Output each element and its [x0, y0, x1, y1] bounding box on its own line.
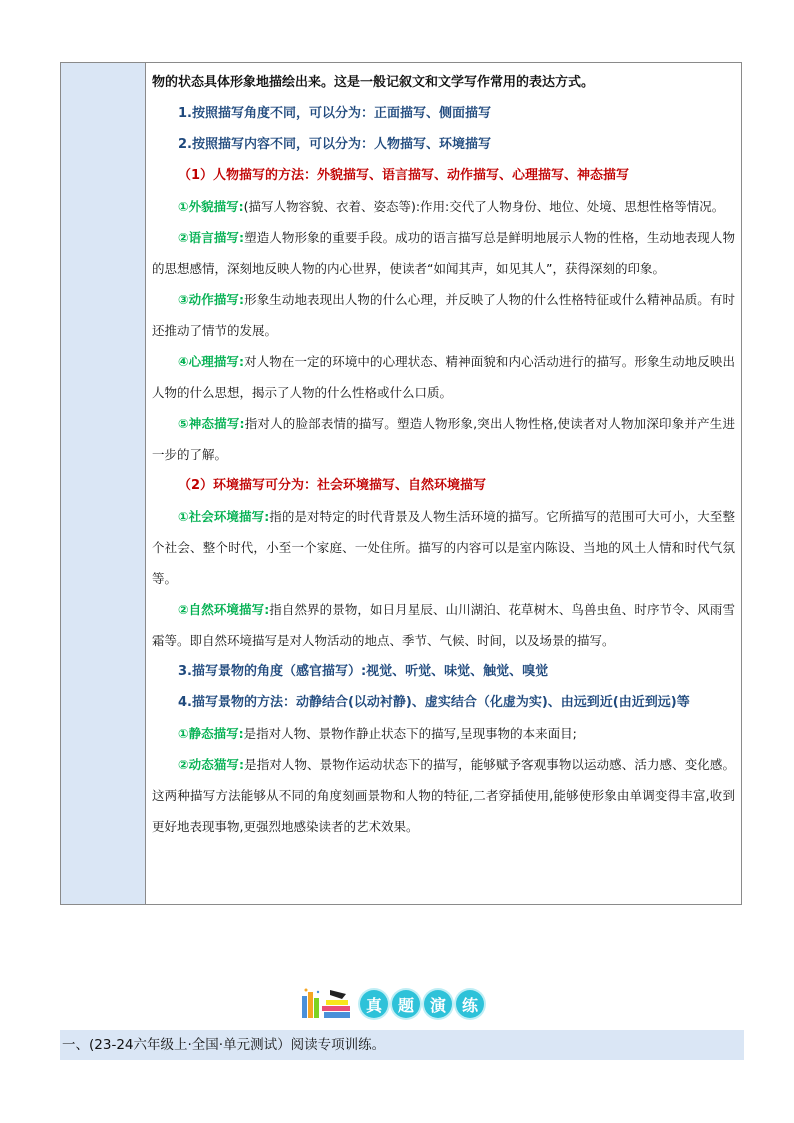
expression-label: ⑤神态描写:	[178, 416, 245, 431]
person-methods-header: （1）人物描写的方法：外貌描写、语言描写、动作描写、心理描写、神态描写	[178, 168, 630, 183]
appearance-label: ①外貌描写:	[178, 199, 244, 214]
section-header	[300, 986, 490, 1022]
action-paragraph	[152, 284, 735, 346]
speech-text: 塑造人物形象的重要手段。成功的语言描写总是鲜明地展示人物的性格，生动地表现人物的思想感情，深刻地反映人物的内心世界，使读者“如闻其声，如见其人”，获得深刻的印象。	[152, 230, 735, 276]
left-column-cell	[61, 63, 146, 904]
section-char-2: 题	[392, 990, 420, 1018]
social-paragraph	[152, 501, 735, 594]
category-3: 3.描写景物的角度（感官描写）:视觉、听觉、味觉、触觉、嗅觉	[178, 664, 549, 679]
expression-text: 指对人的脸部表情的描写。塑造人物形象,突出人物性格,使读者对人物加深印象并产生进一步的了解。	[152, 416, 735, 462]
question-text: 一、(23-24六年级上·全国·单元测试）阅读专项训练。	[62, 1037, 386, 1053]
static-paragraph	[152, 718, 735, 749]
static-label: ①静态描写:	[178, 726, 244, 741]
right-column-cell	[146, 63, 741, 904]
question-bar	[60, 1030, 744, 1060]
books-icon	[300, 986, 356, 1022]
speech-label: ②语言描写:	[178, 230, 245, 245]
dynamic-paragraph	[152, 749, 735, 842]
appearance-text: (描写人物容貌、衣着、姿态等):作用:交代了人物身份、地位、处境、思想性格等情况。	[243, 199, 725, 214]
psych-text: 对人物在一定的环境中的心理状态、精神面貌和内心活动进行的描写。形象生动地反映出人物的什么思想，揭示了人物的什么性格或什么口质。	[152, 354, 735, 400]
social-text: 指的是对特定的时代背景及人物生活环境的描写。它所描写的范围可大可小，大至整个社会、整个时代，小至一个家庭、一处住所。描写的内容可以是室内陈设、当地的风土人情和时代气氛等。	[152, 509, 735, 586]
psych-paragraph	[152, 346, 735, 408]
appearance-paragraph	[152, 191, 735, 222]
content-table	[60, 62, 742, 905]
nature-text: 指自然界的景物，如日月星辰、山川湖泊、花草树木、鸟兽虫鱼、时序节令、风雨雪霜等。即自然环境描写是对人物活动的地点、季节、气候、时间，以及场景的描写。	[152, 602, 735, 648]
intro-text: 物的状态具体形象地描绘出来。这是一般记叙文和文学写作常用的表达方式。	[152, 75, 595, 90]
category-1: 1.按照描写角度不同，可以分为：正面描写、侧面描写	[178, 106, 491, 121]
category-4: 4.描写景物的方法：动静结合(以动衬静)、虚实结合（化虚为实)、由远到近(由近到远)等	[178, 695, 690, 710]
speech-paragraph	[152, 222, 735, 284]
nature-paragraph	[152, 594, 735, 656]
category-2: 2.按照描写内容不同，可以分为：人物描写、环境描写	[178, 137, 491, 152]
static-text: 是指对人物、景物作静止状态下的描写,呈现事物的本来面目;	[243, 726, 577, 741]
section-char-1: 真	[360, 990, 388, 1018]
social-label: ①社会环境描写:	[178, 509, 270, 524]
action-text: 形象生动地表现出人物的什么心理，并反映了人物的什么性格特征或什么精神品质。有时还推动了情节的发展。	[152, 292, 735, 338]
section-char-3: 演	[424, 990, 452, 1018]
expression-paragraph	[152, 408, 735, 470]
section-char-4: 练	[456, 990, 484, 1018]
dynamic-label: ②动态猫写:	[178, 757, 245, 772]
action-label: ③动作描写:	[178, 292, 245, 307]
dynamic-text: 是指对人物、景物作运动状态下的描写，能够赋予客观事物以运动感、活力感、变化感。这两种描写方法能够从不同的角度刻画景物和人物的特征,二者穿插使用,能够使形象由单调变得丰富,收到更好地表现事物,更强烈地感染读者的艺术效果。	[152, 757, 735, 834]
env-methods-header: （2）环境描写可分为：社会环境描写、自然环境描写	[178, 478, 487, 493]
psych-label: ④心理描写:	[178, 354, 245, 369]
nature-label: ②自然环境描写:	[178, 602, 270, 617]
